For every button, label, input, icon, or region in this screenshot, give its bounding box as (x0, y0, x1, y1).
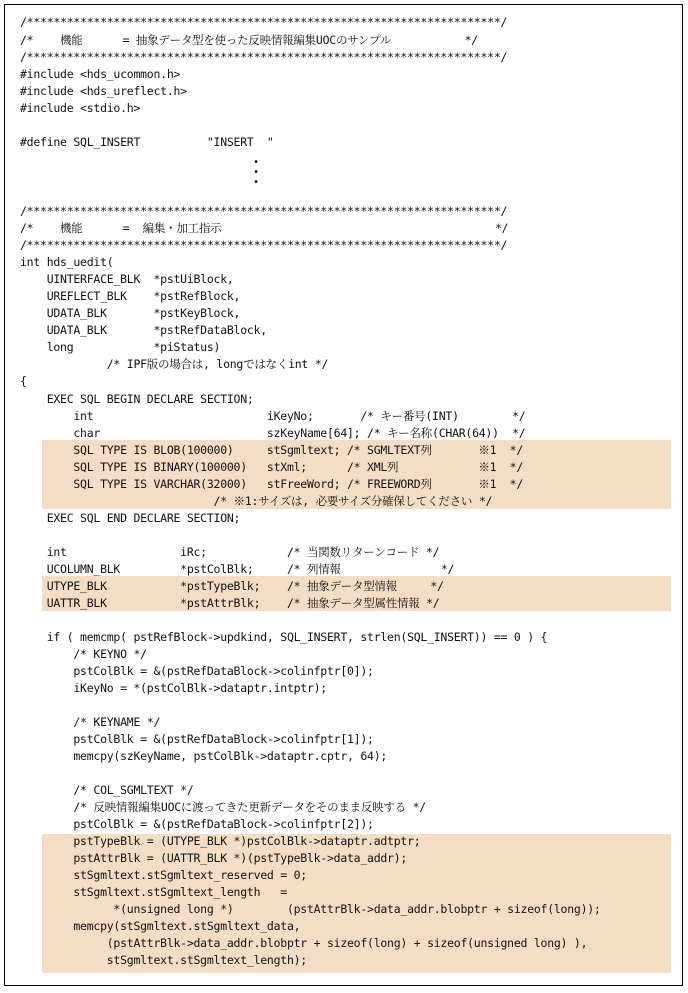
header-comment-border: /***********************************************************************/ (20, 15, 508, 29)
open-brace: { (20, 374, 27, 388)
vertical-ellipsis-icon: • • • (253, 157, 259, 188)
include-line: #include <hds_ureflect.h> (20, 84, 187, 98)
host-var-line: SQL TYPE IS BLOB(100000) stSgmltext; /* SGMLTEXT列 ※1 */ (20, 443, 523, 457)
code-line: /* KEYNO */ (20, 647, 147, 661)
host-var-line: int iKeyNo; /* キー番号(INT) */ (20, 409, 526, 423)
function-signature: int hds_uedit( (20, 255, 114, 269)
function-param: long *piStatus) (20, 340, 221, 354)
code-line: pstTypeBlk = (UTYPE_BLK *)pstColBlk->dataptr.adtptr; (20, 834, 421, 848)
code-line: pstAttrBlk = (UATTR_BLK *)(pstTypeBlk->data_addr); (20, 851, 408, 865)
function-param: UINTERFACE_BLK *pstUiBlock, (20, 272, 234, 286)
section-comment-title: /* 機能 = 編集・加工指示 */ (20, 221, 509, 235)
host-var-line: SQL TYPE IS BINARY(100000) stXml; /* XML列 ※1 */ (20, 460, 523, 474)
section-comment-border: /***********************************************************************/ (20, 238, 508, 252)
code-line: iKeyNo = *(pstColBlk->dataptr.intptr); (20, 681, 327, 695)
local-var-line: UCOLUMN_BLK *pstColBlk; /* 列情報 */ (20, 562, 455, 576)
code-line: /* COL_SGMLTEXT */ (20, 783, 194, 797)
code-line: pstColBlk = &(pstRefDataBlock->colinfptr[1]); (20, 732, 374, 746)
section-comment-border: /***********************************************************************/ (20, 204, 508, 218)
exec-sql-begin: EXEC SQL BEGIN DECLARE SECTION; (20, 392, 254, 406)
local-var-line: int iRc; /* 当関数リターンコード */ (20, 545, 440, 559)
code-line: *(unsigned long *) (pstAttrBlk->data_addr.blobptr + sizeof(long)); (20, 902, 601, 916)
define-line: #define SQL_INSERT "INSERT " (20, 135, 274, 149)
exec-sql-end: EXEC SQL END DECLARE SECTION; (20, 511, 241, 525)
function-param: UDATA_BLK *pstKeyBlock, (20, 306, 241, 320)
host-var-line: SQL TYPE IS VARCHAR(32000) stFreeWord; /* FREEWORD列 ※1 */ (20, 477, 523, 491)
code-line: stSgmltext.stSgmltext_length); (20, 953, 307, 967)
code-line: /* 反映情報編集UOCに渡ってきた更新データをそのまま反映する */ (20, 800, 426, 814)
code-line: /* KEYNAME */ (20, 715, 161, 729)
header-comment-title: /* 機能 = 抽象データ型を使った反映情報編集UOCのサンプル */ (20, 33, 478, 47)
include-line: #include <hds_ucommon.h> (20, 67, 181, 81)
header-comment-border: /***********************************************************************/ (20, 50, 508, 64)
local-var-line: UTYPE_BLK *pstTypeBlk; /* 抽象データ型情報 */ (20, 579, 444, 593)
code-line: pstColBlk = &(pstRefDataBlock->colinfptr[0]); (20, 664, 374, 678)
function-param: UDATA_BLK *pstRefDataBlock, (20, 323, 267, 337)
code-line: memcpy(stSgmltext.stSgmltext_data, (20, 919, 301, 933)
code-line: stSgmltext.stSgmltext_length = (20, 885, 287, 899)
code-line: pstColBlk = &(pstRefDataBlock->colinfptr[2]); (20, 817, 374, 831)
if-statement: if ( memcmp( pstRefBlock->updkind, SQL_INSERT, strlen(SQL_INSERT)) == 0 ) { (20, 630, 548, 644)
local-var-line: UATTR_BLK *pstAttrBlk; /* 抽象データ型属性情報 */ (20, 596, 440, 610)
code-line: memcpy(szKeyName, pstColBlk->dataptr.cptr, 64); (20, 749, 388, 763)
code-line: stSgmltext.stSgmltext_reserved = 0; (20, 868, 307, 882)
function-param: UREFLECT_BLK *pstRefBlock, (20, 289, 241, 303)
include-line: #include <stdio.h> (20, 101, 141, 115)
size-note-comment: /* ※1:サイズは, 必要サイズ分確保してください */ (20, 494, 493, 508)
host-var-line: char szKeyName[64]; /* キー名称(CHAR(64)) */ (20, 426, 526, 440)
ipf-note-comment: /* IPF版の場合は, longではなくint */ (20, 357, 329, 371)
code-line: (pstAttrBlk->data_addr.blobptr + sizeof(long) + sizeof(unsigned long) ), (20, 936, 588, 950)
